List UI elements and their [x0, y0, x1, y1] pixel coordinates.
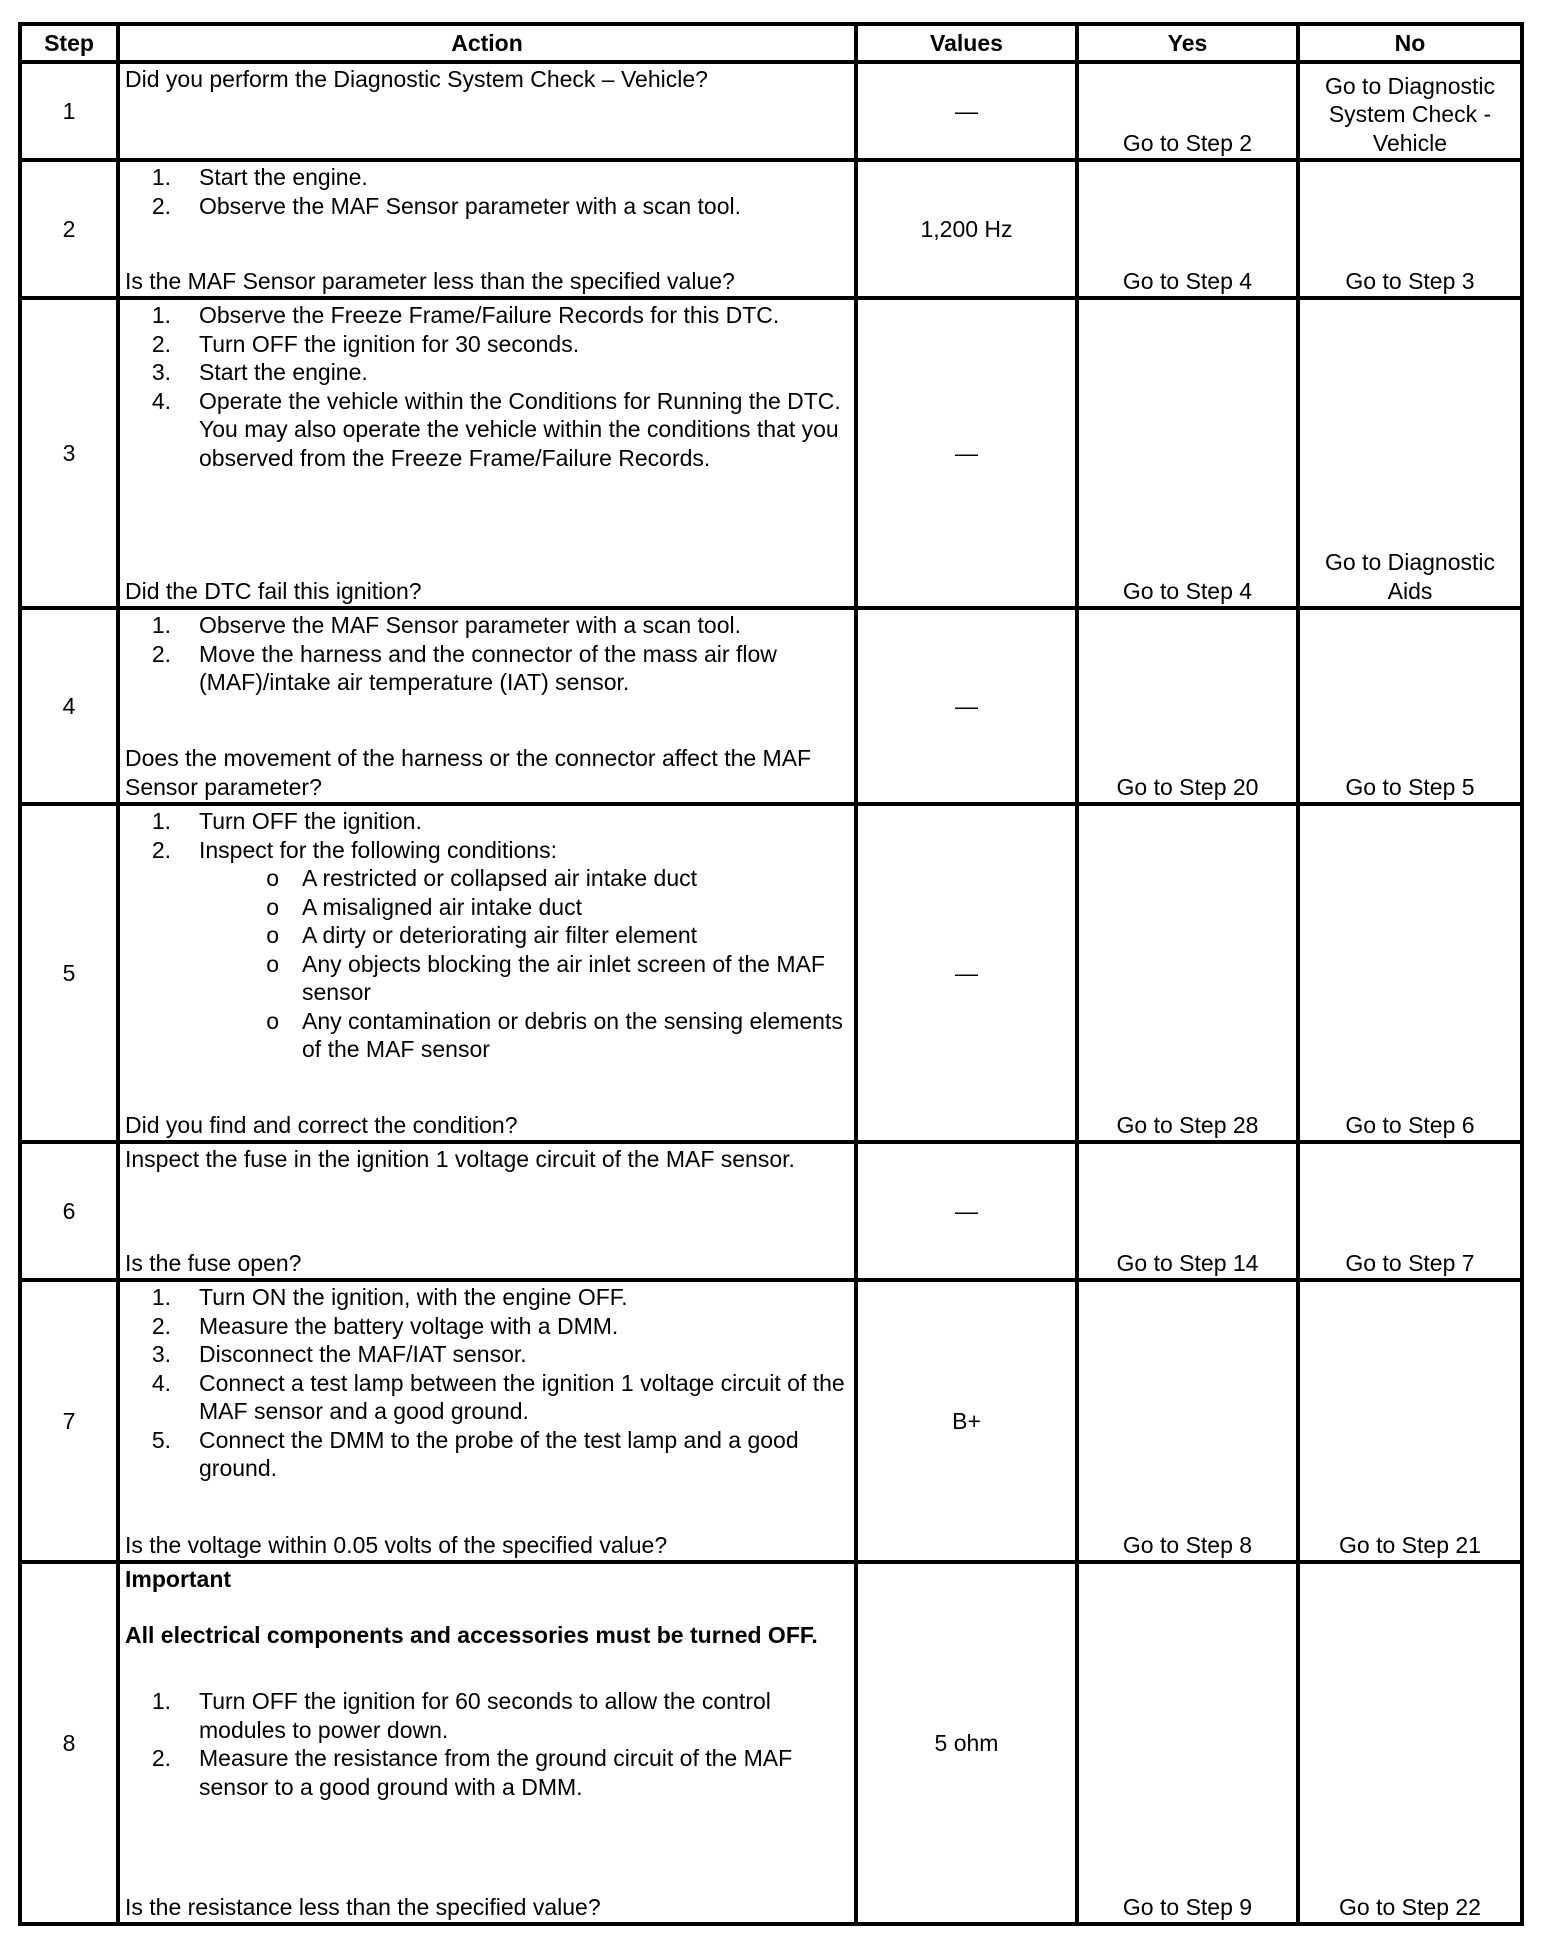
action-steps-list: [125, 611, 849, 697]
action-cell: [118, 804, 856, 1142]
action-step: [125, 358, 849, 387]
action-cell: [118, 1562, 856, 1924]
step-number: 3: [20, 298, 118, 608]
action-step: [125, 163, 849, 192]
step-item-number: 2.: [151, 640, 171, 667]
no-link[interactable]: Go to Step 7: [1298, 1142, 1522, 1280]
step-number: 8: [20, 1562, 118, 1924]
table-row: [20, 62, 1522, 160]
yes-link[interactable]: Go to Step 8: [1077, 1280, 1298, 1562]
step-item-text: Measure the resistance from the ground circuit of the MAF sensor to a good ground with a DMM.: [199, 1745, 793, 1800]
yes-link[interactable]: Go to Step 9: [1077, 1562, 1298, 1924]
value-cell: B+: [856, 1280, 1077, 1562]
condition-item: [125, 1007, 849, 1064]
action-question: Did the DTC fail this ignition?: [125, 577, 422, 604]
action-cell: [118, 1142, 856, 1280]
bullet-marker: o: [266, 893, 279, 920]
header-row: [20, 24, 1522, 62]
action-steps-list: [125, 1283, 849, 1483]
step-item-text: Turn OFF the ignition for 30 seconds.: [199, 330, 580, 357]
step-item-text: Connect a test lamp between the ignition 1 voltage circuit of the MAF sensor and a good ground.: [199, 1369, 845, 1424]
action-step: [125, 1340, 849, 1369]
action-question: Does the movement of the harness or the connector affect the MAF Sensor parameter?: [125, 745, 812, 800]
condition-item: [125, 950, 849, 1007]
yes-link[interactable]: Go to Step 20: [1077, 608, 1298, 804]
spacer: [125, 1801, 849, 1893]
table-row: [20, 1280, 1522, 1562]
step-item-number: 1.: [151, 302, 171, 328]
table-row: [20, 804, 1522, 1142]
header-step: Step: [20, 24, 118, 62]
step-item-number: 2.: [151, 330, 171, 357]
step-item-number: 2.: [151, 192, 171, 219]
condition-text: Any objects blocking the air inlet screen of the MAF sensor: [302, 950, 825, 1005]
table-row: [20, 298, 1522, 608]
table-row: [20, 1562, 1522, 1924]
step-number: 7: [20, 1280, 118, 1562]
action-step: [125, 330, 849, 359]
spacer: [125, 472, 849, 577]
step-item-number: 3.: [151, 359, 171, 385]
condition-list: [125, 864, 849, 1064]
action-content: [125, 1565, 849, 1921]
step-item-number: 5.: [151, 1426, 171, 1453]
action-steps-list: [125, 1687, 849, 1801]
no-link[interactable]: Go to Diagnostic System Check - Vehicle: [1298, 62, 1522, 160]
condition-item: [125, 893, 849, 922]
header-values: Values: [856, 24, 1077, 62]
action-step: [125, 807, 849, 836]
yes-link[interactable]: Go to Step 14: [1077, 1142, 1298, 1280]
action-cell: [118, 62, 856, 160]
step-item-number: 2.: [151, 836, 171, 863]
table-row: [20, 160, 1522, 298]
action-steps-list: [125, 163, 849, 220]
condition-text: A misaligned air intake duct: [302, 893, 582, 920]
action-step: [125, 301, 849, 330]
value-cell: —: [856, 804, 1077, 1142]
yes-link[interactable]: Go to Step 4: [1077, 160, 1298, 298]
spacer: [125, 697, 849, 745]
step-number: 6: [20, 1142, 118, 1280]
action-question: Is the MAF Sensor parameter less than the specified value?: [125, 267, 735, 294]
action-step: [125, 1426, 849, 1483]
important-text: All electrical components and accessories must be turned OFF.: [125, 1621, 818, 1648]
value-cell: 1,200 Hz: [856, 160, 1077, 298]
spacer: [125, 1594, 849, 1621]
action-steps-list: [125, 301, 849, 472]
step-item-number: 1.: [151, 612, 171, 638]
action-step: [125, 836, 849, 865]
step-item-number: 4.: [151, 387, 171, 414]
action-content: [125, 807, 849, 1139]
step-item-text: Measure the battery voltage with a DMM.: [199, 1312, 619, 1339]
action-step: [125, 1283, 849, 1312]
step-item-number: 2.: [151, 1745, 171, 1771]
step-item-text: Observe the MAF Sensor parameter with a scan tool.: [199, 612, 742, 638]
action-intro: Did you perform the Diagnostic System Check – Vehicle?: [125, 66, 708, 92]
spacer: [125, 1649, 849, 1687]
action-content: [125, 301, 849, 605]
value-cell: —: [856, 62, 1077, 160]
action-content: [125, 1283, 849, 1559]
action-step: [125, 1687, 849, 1744]
action-cell: [118, 298, 856, 608]
action-step: [125, 387, 849, 473]
condition-item: [125, 864, 849, 893]
no-link[interactable]: Go to Step 21: [1298, 1280, 1522, 1562]
spacer: [125, 1483, 849, 1531]
action-content: [125, 65, 849, 157]
header-no: No: [1298, 24, 1522, 62]
step-number: 1: [20, 62, 118, 160]
step-item-number: 1.: [151, 164, 171, 190]
action-step: [125, 611, 849, 640]
condition-text: A restricted or collapsed air intake duct: [302, 865, 698, 891]
step-item-number: 4.: [151, 1369, 171, 1396]
step-item-text: Turn ON the ignition, with the engine OFF.: [199, 1284, 628, 1310]
step-number: 4: [20, 608, 118, 804]
action-step: [125, 640, 849, 697]
step-item-text: Turn OFF the ignition.: [199, 808, 422, 834]
action-step: [125, 192, 849, 221]
action-cell: [118, 160, 856, 298]
step-item-text: Inspect for the following conditions:: [199, 836, 557, 863]
action-cell: [118, 1280, 856, 1562]
no-link[interactable]: Go to Diagnostic Aids: [1298, 298, 1522, 608]
action-cell: [118, 608, 856, 804]
action-step: [125, 1312, 849, 1341]
bullet-marker: o: [266, 1007, 279, 1034]
yes-link[interactable]: Go to Step 28: [1077, 804, 1298, 1142]
step-item-number: 1.: [151, 1284, 171, 1310]
diagnostic-table-wrapper: [18, 22, 1524, 1926]
action-question: Is the resistance less than the specified value?: [125, 1893, 601, 1920]
header-action: Action: [118, 24, 856, 62]
spacer: [125, 1064, 849, 1111]
condition-text: A dirty or deteriorating air filter element: [302, 922, 698, 948]
spacer: [125, 220, 849, 267]
step-item-number: 3.: [151, 1341, 171, 1367]
step-item-text: Observe the MAF Sensor parameter with a scan tool.: [199, 192, 742, 219]
no-link[interactable]: Go to Step 5: [1298, 608, 1522, 804]
step-item-text: Start the engine.: [199, 164, 368, 190]
yes-link[interactable]: Go to Step 2: [1077, 62, 1298, 160]
step-number: 5: [20, 804, 118, 1142]
step-item-number: 2.: [151, 1312, 171, 1339]
value-cell: —: [856, 1142, 1077, 1280]
step-item-text: Observe the Freeze Frame/Failure Records for this DTC.: [199, 302, 780, 328]
step-item-text: Operate the vehicle within the Conditions for Running the DTC. You may also operate the vehicle within the conditions that you observed from the Freeze Frame/Failure Records.: [199, 387, 841, 471]
step-item-number: 1.: [151, 1688, 171, 1714]
bullet-marker: o: [266, 922, 279, 948]
action-question: Is the fuse open?: [125, 1249, 302, 1276]
no-link[interactable]: Go to Step 22: [1298, 1562, 1522, 1924]
step-item-text: Move the harness and the connector of the mass air flow (MAF)/intake air temperature (IAT) sensor.: [199, 640, 777, 695]
action-content: [125, 1145, 849, 1277]
condition-item: [125, 921, 849, 950]
action-question: Is the voltage within 0.05 volts of the specified value?: [125, 1531, 668, 1558]
table-row: [20, 608, 1522, 804]
value-cell: —: [856, 608, 1077, 804]
step-number: 2: [20, 160, 118, 298]
condition-text: Any contamination or debris on the sensing elements of the MAF sensor: [302, 1007, 843, 1062]
action-content: [125, 611, 849, 801]
step-item-text: Connect the DMM to the probe of the test lamp and a good ground.: [199, 1426, 799, 1481]
bullet-marker: o: [266, 865, 279, 891]
step-item-number: 1.: [151, 808, 171, 834]
action-question: Did you find and correct the condition?: [125, 1111, 518, 1138]
header-yes: Yes: [1077, 24, 1298, 62]
action-steps-list: [125, 807, 849, 864]
spacer: [125, 1174, 849, 1249]
action-step: [125, 1744, 849, 1801]
step-item-text: Turn OFF the ignition for 60 seconds to allow the control modules to power down.: [199, 1688, 771, 1743]
action-step: [125, 1369, 849, 1426]
value-cell: 5 ohm: [856, 1562, 1077, 1924]
diagnostic-table: [18, 22, 1524, 1926]
action-intro: Inspect the fuse in the ignition 1 voltage circuit of the MAF sensor.: [125, 1146, 795, 1172]
table-row: [20, 1142, 1522, 1280]
bullet-marker: o: [266, 950, 279, 977]
no-link[interactable]: Go to Step 3: [1298, 160, 1522, 298]
important-title: Important: [125, 1566, 232, 1592]
step-item-text: Start the engine.: [199, 359, 368, 385]
yes-link[interactable]: Go to Step 4: [1077, 298, 1298, 608]
no-link[interactable]: Go to Step 6: [1298, 804, 1522, 1142]
value-cell: —: [856, 298, 1077, 608]
action-content: [125, 163, 849, 295]
step-item-text: Disconnect the MAF/IAT sensor.: [199, 1341, 527, 1367]
